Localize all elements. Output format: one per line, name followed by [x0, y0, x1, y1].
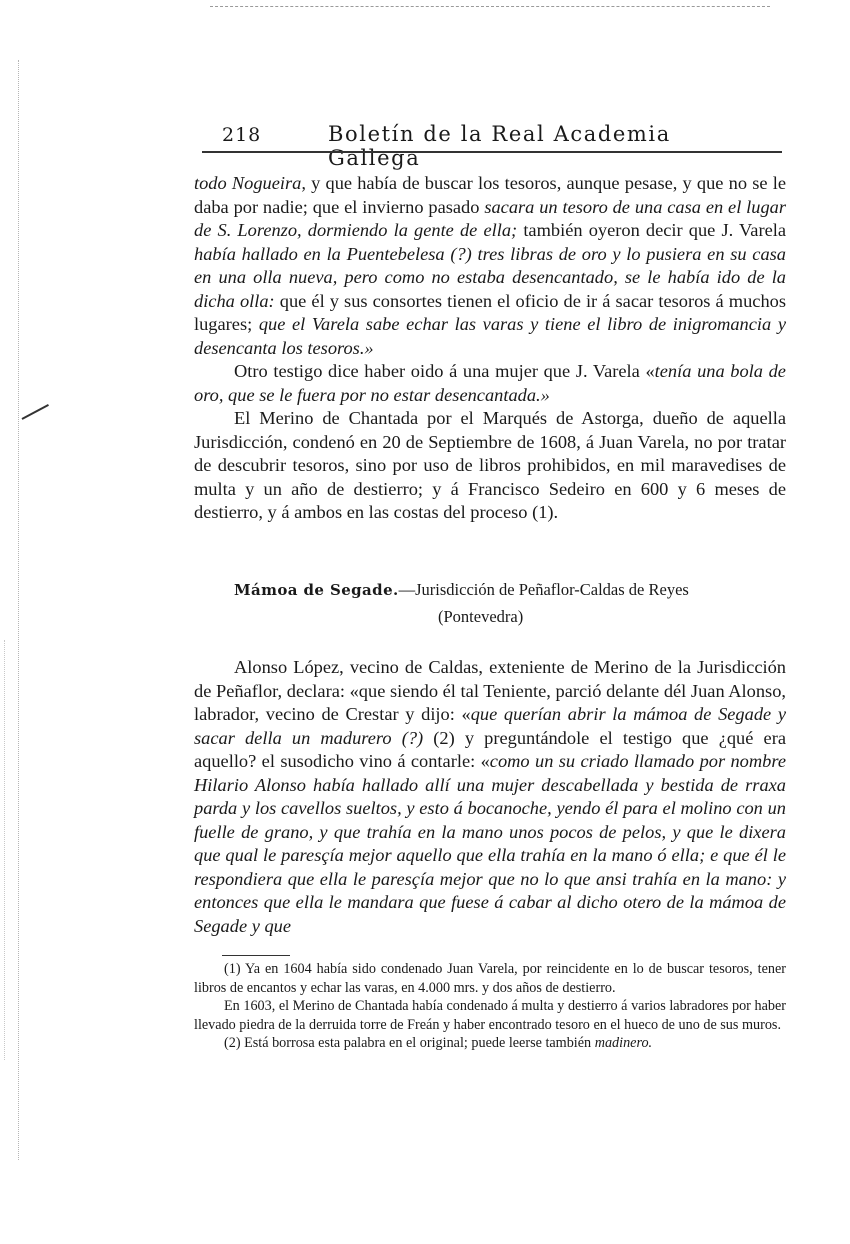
paragraph-2 [194, 360, 786, 407]
italic-span: todo Nogueira, [194, 173, 306, 193]
italic-span: tenía una bola de oro, que se le fuera por no estar desencantada.» [194, 361, 786, 405]
running-title: Boletín de la Real Academia Gallega [328, 122, 671, 170]
page-top-edge [210, 6, 770, 7]
paragraph-3: El Merino de Chantada por el Marqués de Astorga, dueño de aquella Jurisdicción, condenó en 20 de Septiembre de 1608, á Juan Varela, no por tratar de descubrir tesoros, sino por uso de libros prohibidos, en mil maravedises de multa y un año de destierro; y á Francisco Sedeiro en 600 y 6 meses de destierro, y á ambos en las costas del proceso (1). [194, 408, 786, 522]
body-text-section [194, 656, 786, 938]
footnote-1: (1) Ya en 1604 había sido condenado Juan Varela, por reincidente en lo de buscar tesoros, tener libros de encantos y echar las varas, en 4.000 mrs. y dos años de destierro. [194, 961, 786, 996]
paragraph-1 [194, 172, 786, 360]
footnote-rule [222, 955, 290, 956]
text-span: Alonso López, vecino de Caldas, exteniente de Merino de la Jurisdicción de Peñaflor, declara: «que siendo él tal Teniente, parció delante dél Juan Alonso, labrador, vecino de Crestar y dijo: « [194, 657, 786, 724]
text-span: y que había de buscar los tesoros, aunque pesase, y que no se le daba por nadie; que el invierno pasado [194, 173, 786, 217]
text-span: que él y sus consortes tienen el oficio de ir á sacar tesoros á muchos lugares; [194, 290, 786, 334]
paragraph-4 [194, 656, 786, 938]
italic-span: que querían abrir la mámoa de Segade y sacar della un madurero (?) [194, 704, 786, 748]
section-subheading: (Pontevedra) [438, 607, 524, 626]
section-jurisdiction: —Jurisdicción de Peñaflor-Caldas de Reyes [398, 580, 689, 599]
footnote-2 [194, 1034, 786, 1053]
header-rule [202, 151, 782, 153]
text-span: Otro testigo dice haber oido á una mujer que J. Varela « [234, 361, 655, 381]
italic-span: sacara un tesoro de una casa en el lugar de S. Lorenzo, dormiendo la gente de ella; [194, 196, 787, 240]
italic-span: había hallado en la Puentebelesa (?) tres libras de oro y lo pusiera en su casa en una olla nueva, pero como no estaba desencantado, se le había ido de la dicha olla: [194, 243, 786, 311]
page-number: 218 [222, 124, 262, 146]
text-span: (2) y preguntándole el testigo que ¿qué era aquello? el susodicho vino á contarle: « [194, 727, 786, 771]
page-header [222, 118, 672, 170]
scan-gutter-marks [18, 60, 21, 1160]
italic-span: que el Varela sabe echar las varas y tiene el libro de inigromancia y desencanta los tesoros.» [194, 314, 786, 358]
text-span: (2) Está borrosa esta palabra en el original; puede leerse también [224, 1035, 595, 1052]
margin-ink-stroke [22, 404, 49, 420]
italic-span: madinero. [594, 1035, 653, 1052]
footnote-1-continued: En 1603, el Merino de Chantada había condenado á multa y destierro á varios labradores por haber llevado piedra de la derruida torre de Freán y haber encontrado tesoro en el hueco de uno de sus muros. [194, 998, 786, 1033]
section-heading [234, 580, 794, 600]
footnotes [194, 960, 786, 1053]
italic-span: como un su criado llamado por nombre Hilario Alonso había hallado allí una mujer descabellada y bestida de rraxa parda y los cavellos sueltos, y esto á bocanoche, yendo él para el molino con un fuelle de grano, y que trahía en la mano unos pocos de pelos, y que le dixera que qual le paresçía mejor aquello que ella trahía en la mano ó ella; e que él le respondiera que ella le paresçía mejor que no lo que ansi trahía en la mano: y entonces que ella le mandara que fuese á cabar al dicho otero de la mámoa de Segade y que [194, 751, 786, 936]
text-span: también oyeron decir que J. Varela [517, 220, 786, 240]
scan-gutter-marks-secondary [4, 640, 7, 1060]
body-text [194, 172, 786, 525]
section-title: Mámoa de Segade. [234, 581, 399, 599]
